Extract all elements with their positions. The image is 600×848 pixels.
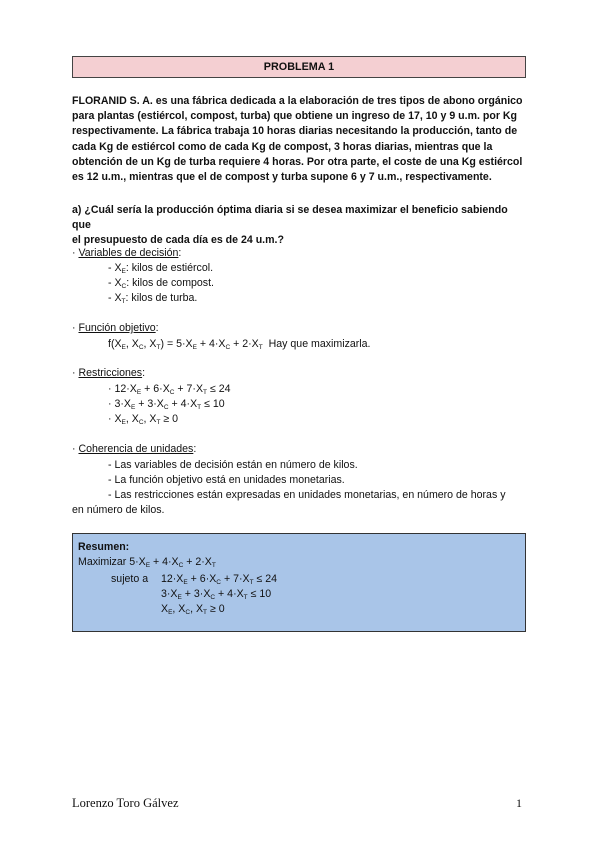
objective-note: Hay que maximizarla. <box>268 338 371 350</box>
footer-author: Lorenzo Toro Gálvez <box>72 796 179 810</box>
coherence-heading: · Coherencia de unidades: <box>72 443 197 455</box>
coherence-item: - Las restricciones están expresadas en unidades monetarias, en número de horas y <box>108 489 506 501</box>
summary-constraint-hours: $3\cdot X_E + 3\cdot X_C + 4\cdot X_T \le 10$ <box>161 588 272 601</box>
objective-function: $f(X_E$, $X_C$, $X_T) = 5\cdot X_E + 4\cdot X_C + 2\cdot X_T$ Hay que maximizarla. <box>108 338 371 351</box>
coherence-continuation: en número de kilos. <box>72 504 165 516</box>
summary-constraint-nonneg: $X_E$, $X_C$, $X_T \ge 0$ <box>161 603 225 616</box>
summary-subject-label: sujeto a <box>111 573 149 585</box>
page-number: 1 <box>516 796 522 810</box>
variable-xc: - $X_C$: kilos de compost. <box>108 277 214 290</box>
statement-line: respectivamente. La fábrica trabaja 10 horas diarias necesitando la producción, tanto de <box>72 125 518 138</box>
question-line: el presupuesto de cada día es de 24 u.m.? <box>72 234 284 247</box>
summary-box <box>72 533 526 632</box>
coherence-item: - Las variables de decisión están en número de kilos. <box>108 459 358 471</box>
question-line: a) ¿Cuál sería la producción óptima diaria si se desea maximizar el beneficio sabiendo que <box>72 204 508 232</box>
restriction-nonneg: · $X_E$, $X_C$, $X_T \ge 0$ <box>108 413 179 426</box>
problem-title: PROBLEMA 1 <box>72 56 526 78</box>
variables-heading: · Variables de decisión: <box>72 247 182 259</box>
restriction-hours: · $3\cdot X_E + 3\cdot X_C + 4\cdot X_T \le 10$ <box>108 398 225 411</box>
summary-maximize: Maximizar $5\cdot X_E + 4\cdot X_C + 2\cdot X_T$ <box>78 556 216 569</box>
statement-line: es 12 u.m., mientras que el de compost y turba supone 6 y 7 u.m., respectivamente. <box>72 171 492 184</box>
statement-line: cada Kg de estiércol como de cada Kg de compost, 3 horas diarias, mientras que la <box>72 140 493 153</box>
objective-heading: · Función objetivo: <box>72 322 159 334</box>
problem-statement <box>72 94 528 185</box>
coherence-item: - La función objetivo está en unidades monetarias. <box>108 474 345 486</box>
summary-heading: Resumen: <box>78 541 130 553</box>
statement-line: obtención de un Kg de turba requiere 4 horas. Por otra parte, el coste de una Kg estiércol <box>72 155 523 168</box>
restrictions-heading: · Restricciones: <box>72 367 146 379</box>
restriction-budget: · $12\cdot X_E + 6\cdot X_C + 7\cdot X_T \le 24$ <box>108 383 231 396</box>
variable-xt: - $X_T$: kilos de turba. <box>108 292 198 305</box>
question-a <box>72 203 528 249</box>
statement-line: FLORANID S. A. es una fábrica dedicada a la elaboración de tres tipos de abono orgánico <box>72 95 523 107</box>
variable-xe: - $X_E$: kilos de estiércol. <box>108 262 214 275</box>
summary-constraint-budget: $12\cdot X_E + 6\cdot X_C + 7\cdot X_T \le 24$ <box>161 573 278 586</box>
statement-line: para plantas (estiércol, compost, turba) que obtiene un ingreso de 17, 10 y 9 u.m. por Kg <box>72 110 518 123</box>
